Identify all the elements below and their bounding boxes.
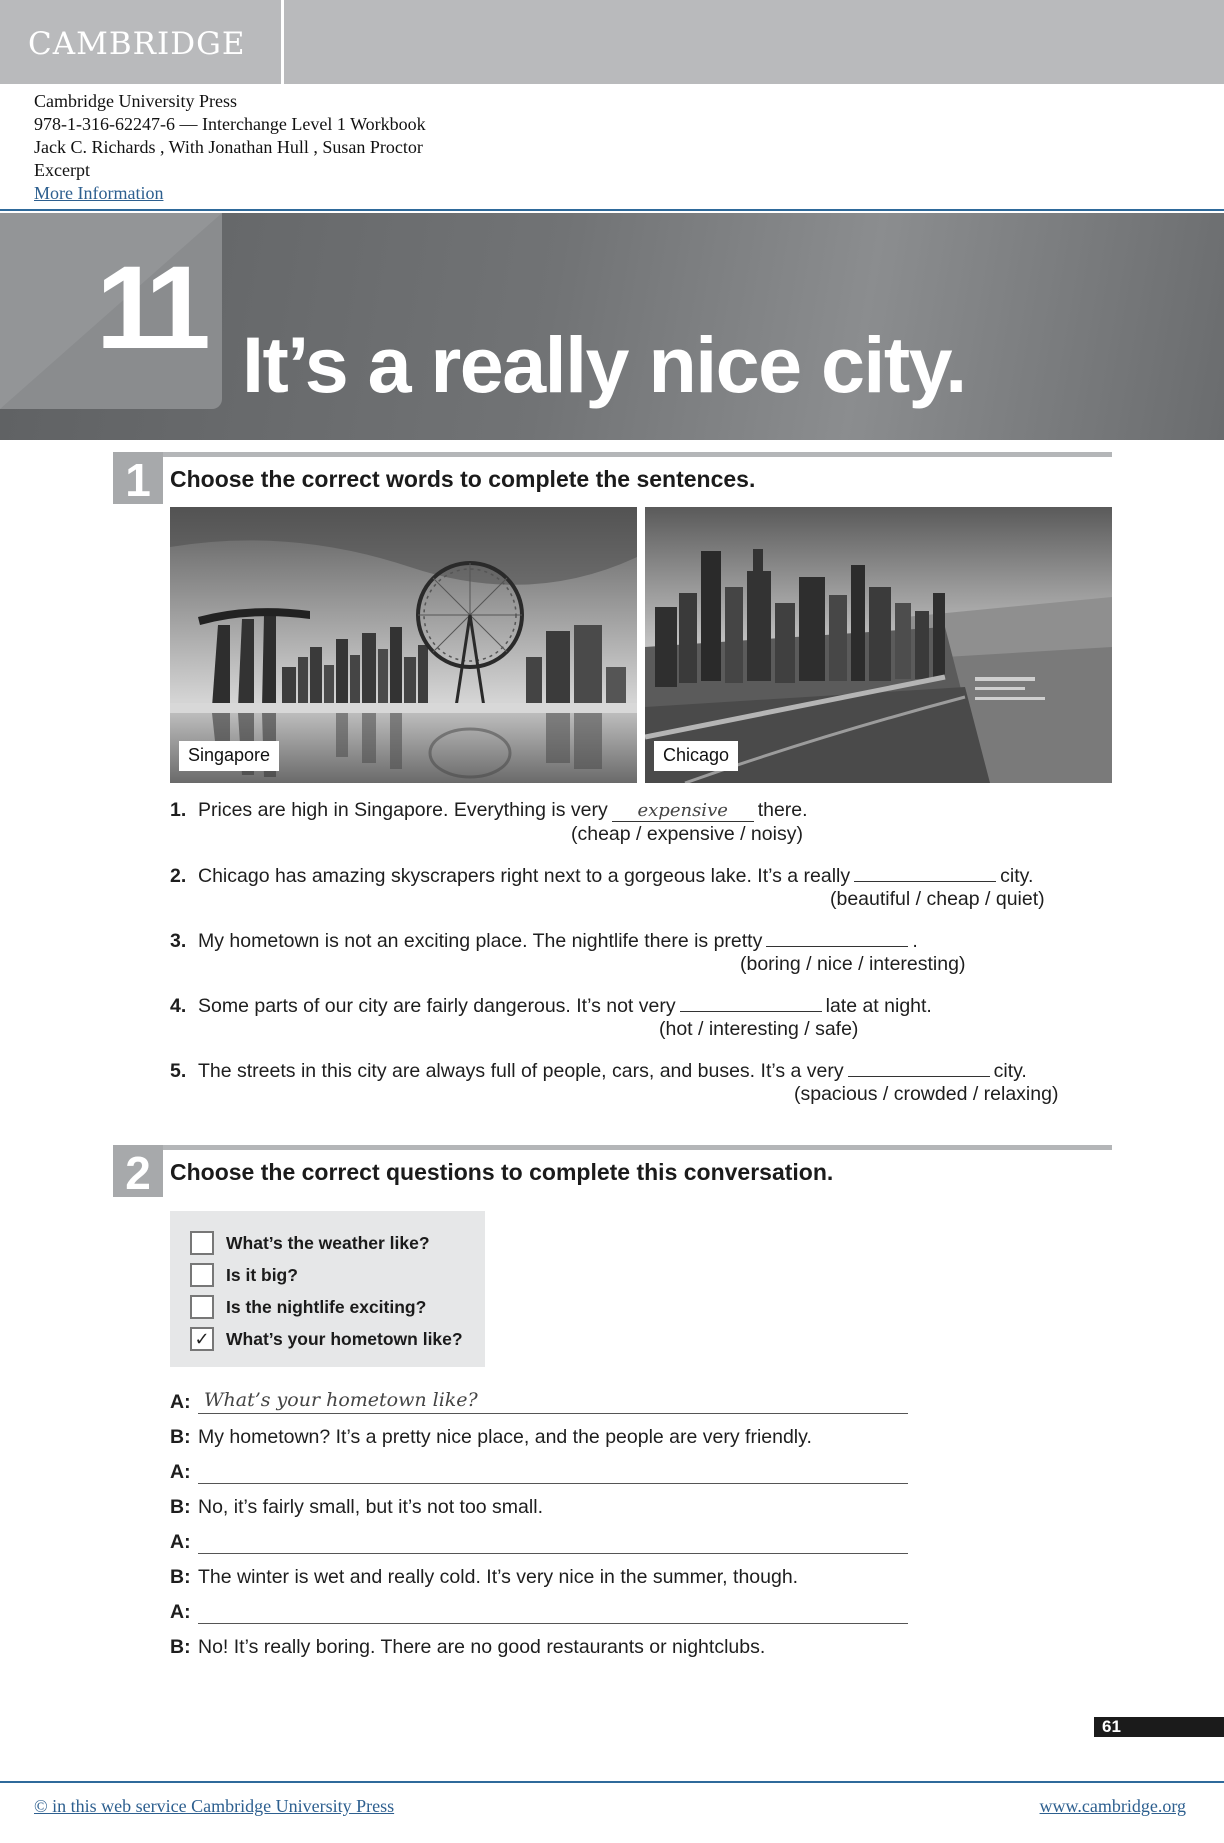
exercise-rule (163, 452, 1112, 457)
dialogue-line-7 (170, 1601, 198, 1624)
question-choice-4[interactable] (190, 1326, 463, 1352)
speaker-label: B: (170, 1426, 191, 1448)
dialogue-line-6 (170, 1566, 798, 1589)
more-information-link[interactable]: More Information (34, 183, 164, 203)
answer-line[interactable] (198, 1483, 908, 1484)
answer-blank[interactable] (766, 929, 908, 947)
exercise-number: 1 (113, 452, 163, 504)
singapore-photo (170, 507, 637, 783)
chicago-photo (645, 507, 1112, 783)
dialogue-line-4 (170, 1496, 543, 1519)
speaker-label: B: (170, 1636, 191, 1658)
page-number: 61 (1102, 1717, 1121, 1736)
copyright-link[interactable]: © in this web service Cambridge University Press (34, 1796, 395, 1816)
sentence-text: My hometown is not an exciting place. The nightlife there is pretty (198, 930, 763, 952)
bottom-divider (0, 1781, 1224, 1783)
item-number: 2. (170, 865, 187, 887)
sentence-end: there. (757, 799, 808, 821)
options-5: (spacious / crowded / relaxing) (794, 1083, 1059, 1105)
dialogue-line-1 (170, 1391, 198, 1414)
options-2: (beautiful / cheap / quiet) (830, 888, 1045, 910)
speaker-label: A: (170, 1601, 191, 1623)
exercise-title: Choose the correct questions to complete this conversation. (170, 1159, 834, 1185)
dialogue-text: My hometown? It’s a pretty nice place, and the people are very friendly. (198, 1426, 812, 1448)
sentence-2 (170, 864, 1033, 888)
page-number-bar (1094, 1717, 1224, 1737)
options-4: (hot / interesting / safe) (659, 1018, 859, 1040)
sentence-end: . (912, 930, 918, 952)
question-choice-1[interactable] (190, 1230, 430, 1256)
question-text: Is it big? (226, 1264, 298, 1285)
sentence-4 (170, 994, 932, 1018)
unit-banner (0, 213, 1224, 440)
answer-blank[interactable] (848, 1059, 990, 1077)
sentence-text: Some parts of our city are fairly dangerous. It’s not very (198, 995, 676, 1017)
sentence-3 (170, 929, 918, 953)
sentence-end: city. (993, 1060, 1027, 1082)
exercise-number: 2 (113, 1145, 163, 1197)
sentence-5 (170, 1059, 1027, 1083)
checkbox[interactable] (190, 1295, 214, 1319)
item-number: 4. (170, 995, 187, 1017)
item-number: 3. (170, 930, 187, 952)
exercise-1-header (113, 452, 1112, 504)
question-text: What’s your hometown like? (226, 1328, 463, 1349)
logo-box (0, 0, 284, 84)
publisher-bar (0, 0, 1224, 84)
sentence-end: late at night. (825, 995, 932, 1017)
dialogue-line-2 (170, 1426, 812, 1449)
website-link[interactable]: www.cambridge.org (1039, 1796, 1186, 1816)
question-choice-3[interactable] (190, 1294, 426, 1320)
cambridge-logo: CAMBRIDGE (28, 26, 246, 62)
dialogue-answer[interactable]: What’s your hometown like? (204, 1389, 478, 1411)
excerpt-label: Excerpt (34, 160, 90, 180)
speaker-label: A: (170, 1531, 191, 1553)
answer-blank[interactable] (680, 994, 822, 1012)
question-choices-box (170, 1211, 485, 1367)
sentence-text: The streets in this city are always full of people, cars, and buses. It’s a very (198, 1060, 844, 1082)
book-metadata (34, 90, 426, 205)
exercise-rule (163, 1145, 1112, 1150)
dialogue-text: No, it’s fairly small, but it’s not too small. (198, 1496, 543, 1518)
top-divider (0, 209, 1224, 211)
item-number: 5. (170, 1060, 187, 1082)
dialogue-line-8 (170, 1636, 765, 1659)
sentence-text: Prices are high in Singapore. Everything is very (198, 799, 608, 821)
answer-line (198, 1413, 908, 1414)
dialogue-line-3 (170, 1461, 198, 1484)
exercise-title: Choose the correct words to complete the sentences. (170, 466, 756, 492)
options-3: (boring / nice / interesting) (740, 953, 966, 975)
sentence-1 (170, 799, 808, 822)
checkbox[interactable] (190, 1231, 214, 1255)
question-choice-2[interactable] (190, 1262, 298, 1288)
isbn-title: 978-1-316-62247-6 — Interchange Level 1 Workbook (34, 114, 426, 134)
question-text: Is the nightlife exciting? (226, 1296, 427, 1317)
authors: Jack C. Richards , With Jonathan Hull , Susan Proctor (34, 137, 423, 157)
checkbox[interactable] (190, 1263, 214, 1287)
options-1: (cheap / expensive / noisy) (571, 823, 803, 845)
dialogue-text: No! It’s really boring. There are no good restaurants or nightclubs. (198, 1636, 766, 1658)
checkbox-checked[interactable]: ✓ (190, 1327, 214, 1351)
photo-label-singapore: Singapore (179, 741, 279, 771)
speaker-label: B: (170, 1496, 191, 1518)
unit-number: 11 (96, 242, 201, 374)
speaker-label: A: (170, 1391, 191, 1413)
speaker-label: B: (170, 1566, 191, 1588)
exercise-2-header (113, 1145, 1112, 1197)
sentence-end: city. (1000, 865, 1034, 887)
photo-label-chicago: Chicago (654, 741, 738, 771)
speaker-label: A: (170, 1461, 191, 1483)
dialogue-text: The winter is wet and really cold. It’s very nice in the summer, though. (198, 1566, 799, 1588)
publisher-name: Cambridge University Press (34, 91, 237, 111)
answer-line[interactable] (198, 1623, 908, 1624)
sentence-text: Chicago has amazing skyscrapers right next to a gorgeous lake. It’s a really (198, 865, 851, 887)
dialogue-line-5 (170, 1531, 198, 1554)
item-number: 1. (170, 799, 187, 821)
question-text: What’s the weather like? (226, 1232, 430, 1253)
answer-line[interactable] (198, 1553, 908, 1554)
unit-title: It’s a really nice city. (242, 320, 966, 409)
answer-blank[interactable]: expensive (612, 801, 754, 822)
answer-blank[interactable] (854, 864, 996, 882)
